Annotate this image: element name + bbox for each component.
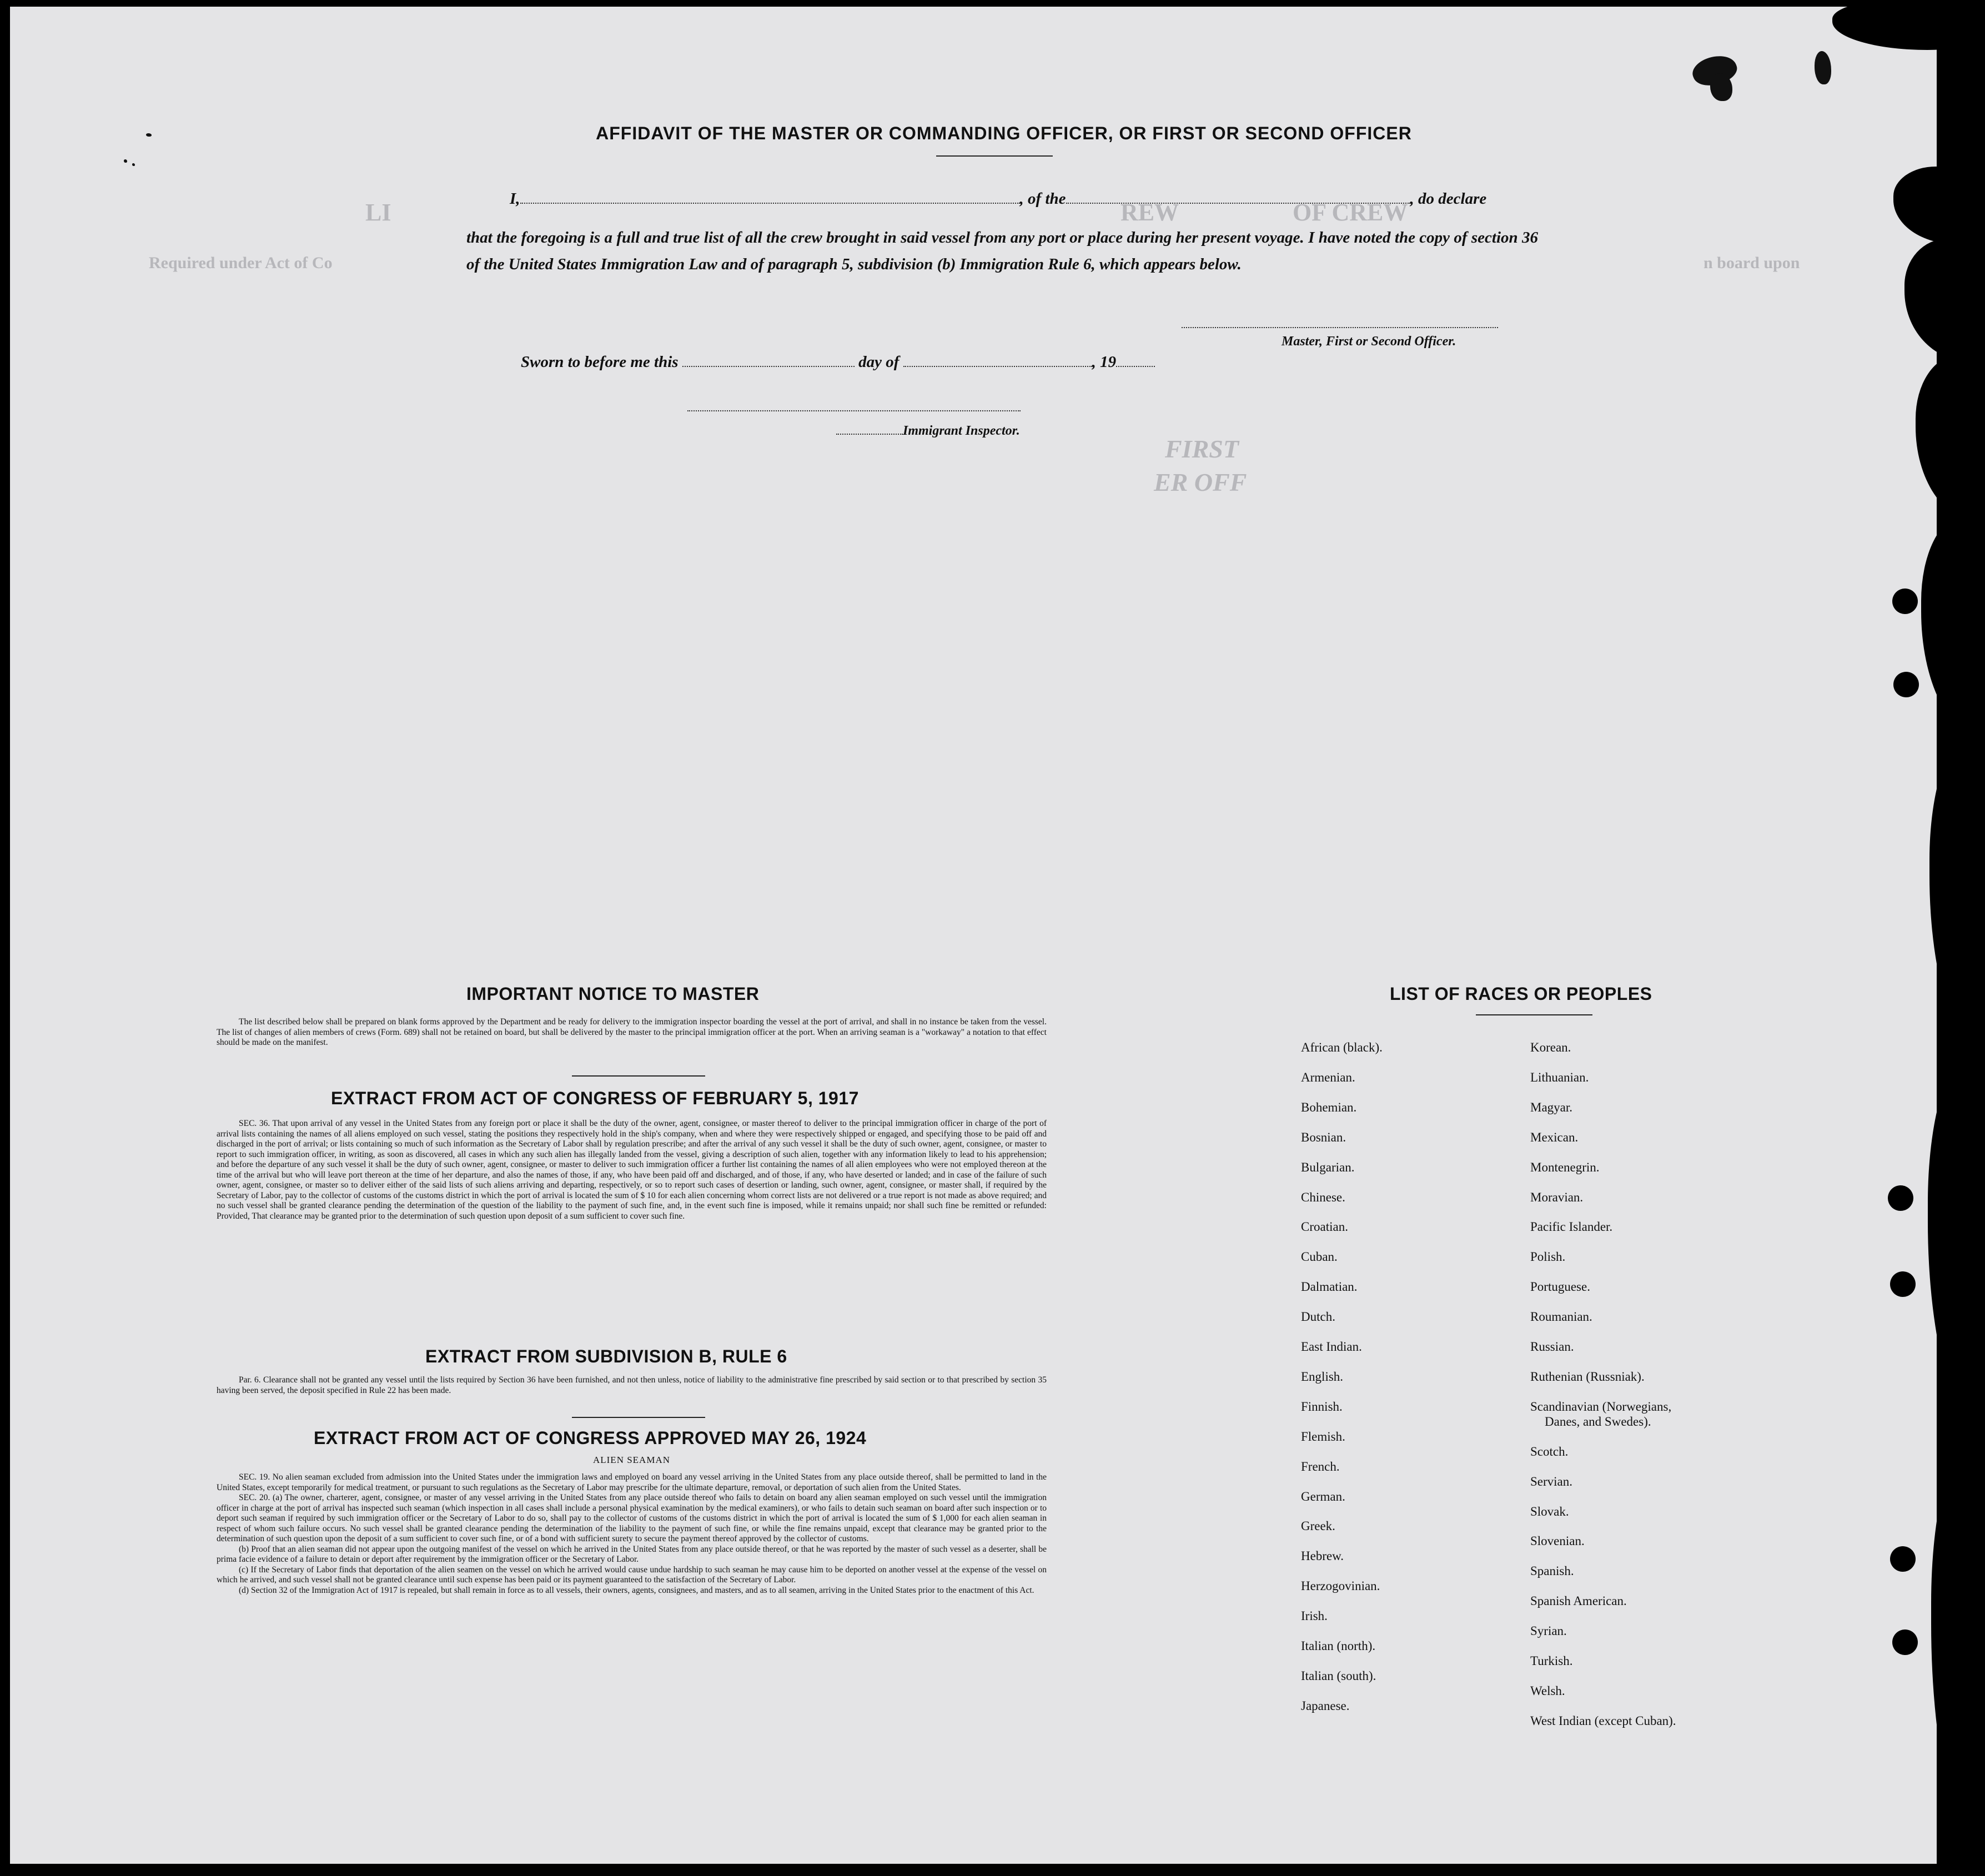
race-item: French. <box>1301 1459 1340 1473</box>
race-item: Welsh. <box>1530 1683 1565 1698</box>
sworn-day-blank[interactable] <box>682 354 855 367</box>
race-item: Servian. <box>1530 1474 1573 1488</box>
race-item: Montenegrin. <box>1530 1160 1600 1174</box>
bleed-through-text: OF CREW <box>1293 199 1408 226</box>
race-item: Cuban. <box>1301 1250 1338 1264</box>
bleed-through-text: n board upon <box>1703 254 1800 272</box>
race-item: Scandinavian (Norwegians, <box>1530 1399 1672 1414</box>
race-item: Ruthenian (Russniak). <box>1530 1369 1645 1384</box>
sworn-line: Sworn to before me this day of , 19 <box>521 353 1155 371</box>
race-item: African (black). <box>1301 1040 1383 1054</box>
race-item: Scotch. <box>1530 1444 1569 1458</box>
name-blank[interactable] <box>520 190 1020 204</box>
officer-signature-blank[interactable] <box>1182 315 1498 328</box>
race-item: Lithuanian. <box>1530 1070 1589 1084</box>
race-item: Syrian. <box>1530 1624 1567 1638</box>
extract-1917-text: SEC. 36. That upon arrival of any vessel in the United States from any foreign port or place it shall be the duty of the owner, agent, consignee, or master thereof to deliver to the principal immigration officer in charge of the port of arrival lists containing the names of all aliens employed on such vessel, stating the positions they respectively hold in the ship's company, when and where they were respectively shipped or engaged, and specifying those to be paid off and discharged in the port of arrival; or lists containing so much of such information as the Secretary of Labor shall by regulation prescribe; and after the arrival of any such vessel it shall be the duty of such owner, agent, consignee, or master to report to such immigration officer, in writing, as soon as discovered, all cases in which any such alien has illegally landed from the vessel, giving a description of such alien, together with any information likely to lead to his apprehension; and before the departure of any such vessel it shall be the duty of such owner, agent, consignee, or master to deliver to such immigration officer a further list containing the names of all alien employees who were not employed thereon at the time of the arrival but who will leave port thereon at the time of her departure, and also the names of those, if any, who have been paid off and discharged, and of those, if any, who have deserted or landed; and in case of the failure of such owner, agent, consignee, or master so to deliver either of the said lists of such aliens arriving and departing, respectively, or so to report such cases of desertion or landing, such owner, agent, consignee, or master shall, if required by the Secretary of Labor, pay to the collector of customs of the customs district in which the port of arrival is located the sum of $ 10 for each alien concerning whom correct lists are not delivered or a true report is not made as above required; and no such vessel shall be granted clearance pending the determination of the question of the liability to the payment of such fine, and, in the event such fine is imposed, while it remains unpaid; nor shall such fine be remitted or refunded: Provided, That clearance may be granted prior to the determination of such question upon deposit of a sum sufficient to cover such fine. <box>217 1119 1047 1221</box>
race-item: Pacific Islander. <box>1530 1220 1613 1234</box>
ink-blot <box>1815 51 1831 84</box>
punch-hole <box>1892 589 1918 614</box>
race-item: Flemish. <box>1301 1429 1345 1444</box>
inspector-signature-label: Immigrant Inspector. <box>836 421 1020 439</box>
bleed-through-text: REW <box>1120 199 1179 226</box>
race-item: Mexican. <box>1530 1130 1579 1144</box>
race-item: Hebrew. <box>1301 1549 1344 1563</box>
race-item: Greek. <box>1301 1519 1335 1533</box>
race-item: Bulgarian. <box>1301 1160 1355 1174</box>
race-item: West Indian (except Cuban). <box>1530 1713 1676 1728</box>
ink-speck <box>146 133 152 137</box>
race-item: Dutch. <box>1301 1310 1335 1324</box>
race-item: Finnish. <box>1301 1399 1343 1414</box>
vessel-blank[interactable] <box>1066 190 1410 204</box>
ink-speck <box>124 159 127 163</box>
extract-1924-title: EXTRACT FROM ACT OF CONGRESS APPROVED MAY 26, 1924 <box>314 1428 867 1448</box>
title-divider <box>936 155 1053 157</box>
torn-edge <box>1929 733 1985 1066</box>
race-item: Slovak. <box>1530 1504 1569 1518</box>
race-item: Irish. <box>1301 1609 1328 1623</box>
document-page <box>10 7 1937 1864</box>
torn-edge <box>1931 1438 1985 1871</box>
race-item: Spanish. <box>1530 1564 1574 1578</box>
extract-1924-subtitle: ALIEN SEAMAN <box>592 1455 671 1465</box>
punch-hole <box>1890 1271 1916 1297</box>
sworn-month-blank[interactable] <box>903 354 1092 367</box>
race-item: East Indian. <box>1301 1340 1362 1354</box>
punch-hole <box>1892 1629 1918 1655</box>
extract-rule6-text: Par. 6. Clearance shall not be granted any vessel until the lists required by Section 36 have been furnished, and not then unless, notice of liability to the administrative fine prescribed by said section or to that prescribed by section 35 having been served, the deposit specified in Rule 22 has been made. <box>217 1375 1047 1395</box>
race-item: English. <box>1301 1369 1344 1384</box>
race-item: Magyar. <box>1530 1100 1573 1114</box>
race-item: Spanish American. <box>1530 1594 1627 1608</box>
affidavit-paragraph: that the foregoing is a full and true list of all the crew brought in said vessel from any port or place during her present voyage. I have noted the copy of section 36 of the United States Immigration Law and of paragraph 5, subdivision (b) Immigration Rule 6, which appears below. <box>466 229 1538 273</box>
race-item: Danes, and Swedes). <box>1545 1414 1651 1429</box>
punch-hole <box>1888 1185 1913 1211</box>
bleed-through-text: FIRST <box>1165 435 1239 463</box>
sworn-year-blank[interactable] <box>1116 354 1155 367</box>
races-title: LIST OF RACES OR PEOPLES <box>1390 984 1652 1004</box>
bleed-through-text: Required under Act of Co <box>149 254 333 272</box>
race-item: Slovenian. <box>1530 1534 1585 1548</box>
officer-signature-label: Master, First or Second Officer. <box>1282 334 1456 349</box>
race-item: Turkish. <box>1530 1654 1573 1668</box>
race-item: Bosnian. <box>1301 1130 1346 1144</box>
race-item: Armenian. <box>1301 1070 1355 1084</box>
affidavit-declaration-line: I, , of the , do declare <box>510 190 1487 208</box>
race-item: Polish. <box>1530 1250 1566 1264</box>
notice-title: IMPORTANT NOTICE TO MASTER <box>466 984 760 1004</box>
race-item: Dalmatian. <box>1301 1280 1358 1294</box>
ink-speck <box>132 163 135 166</box>
extract-1917-title: EXTRACT FROM ACT OF CONGRESS OF FEBRUARY 5, 1917 <box>331 1088 859 1108</box>
bleed-through-text: LI <box>365 199 391 226</box>
notice-divider <box>572 1075 705 1077</box>
race-item: Japanese. <box>1301 1698 1350 1713</box>
affidavit-title: AFFIDAVIT OF THE MASTER OR COMMANDING OFFICER, OR FIRST OR SECOND OFFICER <box>596 123 1412 143</box>
race-item: Bohemian. <box>1301 1100 1357 1114</box>
inspector-signature-blank[interactable] <box>687 398 1021 411</box>
extract-rule6-title: EXTRACT FROM SUBDIVISION B, RULE 6 <box>425 1346 787 1366</box>
race-item: Moravian. <box>1530 1190 1584 1204</box>
race-item: Chinese. <box>1301 1190 1345 1204</box>
bleed-through-text: ER OFF <box>1154 468 1247 496</box>
race-item: Korean. <box>1530 1040 1571 1054</box>
punch-hole <box>1890 1546 1916 1572</box>
race-item: Italian (south). <box>1301 1668 1376 1683</box>
race-item: Russian. <box>1530 1340 1574 1354</box>
race-item: German. <box>1301 1489 1345 1503</box>
extract-1924-text: SEC. 19. No alien seaman excluded from admission into the United States under the immigration laws and employed on board any vessel arriving in the United States from any place outside thereof, shall be permitted to land in the United States, except temporarily for medical treatment, or pursuant to such regulations as the Secretary of Labor may prescribe for the ultimate departure, removal, or deportation of such alien from the United States. SEC. 20. (a) The owner, charterer, agent, consignee, or master of any vessel arriving in the United States from any place outside thereof who fails to detain on board any alien seaman employed on such vessel until the immigration officer in charge at the port of arrival has inspected such seaman (which inspection in all cases shall include a personal physical examination by the medical examiners), or who fails to detain such seaman on board after such inspection or to deport such seaman if required by such immigration officer or the Secretary of Labor to do so, shall pay to the collector of customs of the customs district in which the port of arrival is located the sum of $ 1,000 for each alien seaman in respect of whom such failure occurs. No such vessel shall be granted clearance pending the determination of the liability to the payment of such fine, or while the fine remains unpaid, except that clearance may be granted prior to the determination of such question upon the deposit of a sum sufficient to cover such fine, or of a bond with sufficient surety to secure the payment thereof approved by the collector of customs. (b) Proof that an alien seaman did not appear upon the outgoing manifest of the vessel on which he arrived in the United States from any place outside thereof, or that he was reported by the master of such vessel as a deserter, shall be prima facie evidence of a failure to detain or deport after requirement by the immigration officer or the Secretary of Labor. (c) If the Secretary of Labor finds that deportation of the alien seamen on the vessel on which he arrived would cause undue hardship to such seaman he may cause him to be deported on another vessel at the expense of the vessel on which he arrived, and such vessel shall not be granted clearance until such expense has been paid or its payment guaranteed to the satisfaction of the Secretary of Labor. (d) Section 32 of the Immigration Act of 1917 is repealed, but shall remain in force as to all vessels, their owners, agents, consignees, and masters, and as to all seamen, arriving in the United States prior to the enactment of this Act. <box>217 1472 1047 1595</box>
rule6-divider <box>572 1417 705 1418</box>
punch-hole <box>1893 672 1919 697</box>
race-item: Herzogovinian. <box>1301 1579 1380 1593</box>
race-item: Italian (north). <box>1301 1639 1376 1653</box>
notice-text: The list described below shall be prepared on blank forms approved by the Department and be ready for delivery to the immigration inspector boarding the vessel at the port of arrival, and shall in no instance be taken from the vessel. The list of changes of alien members of crews (Form. 689) shall not be retained on board, but shall be delivered by the master to the principal immigration officer at the port. When an arriving seaman is a "workaway" a notation to that effect should be made on the manifest. <box>217 1017 1047 1047</box>
race-item: Croatian. <box>1301 1220 1348 1234</box>
race-item: Portuguese. <box>1530 1280 1590 1294</box>
race-item: Roumanian. <box>1530 1310 1592 1324</box>
races-divider <box>1476 1014 1592 1015</box>
